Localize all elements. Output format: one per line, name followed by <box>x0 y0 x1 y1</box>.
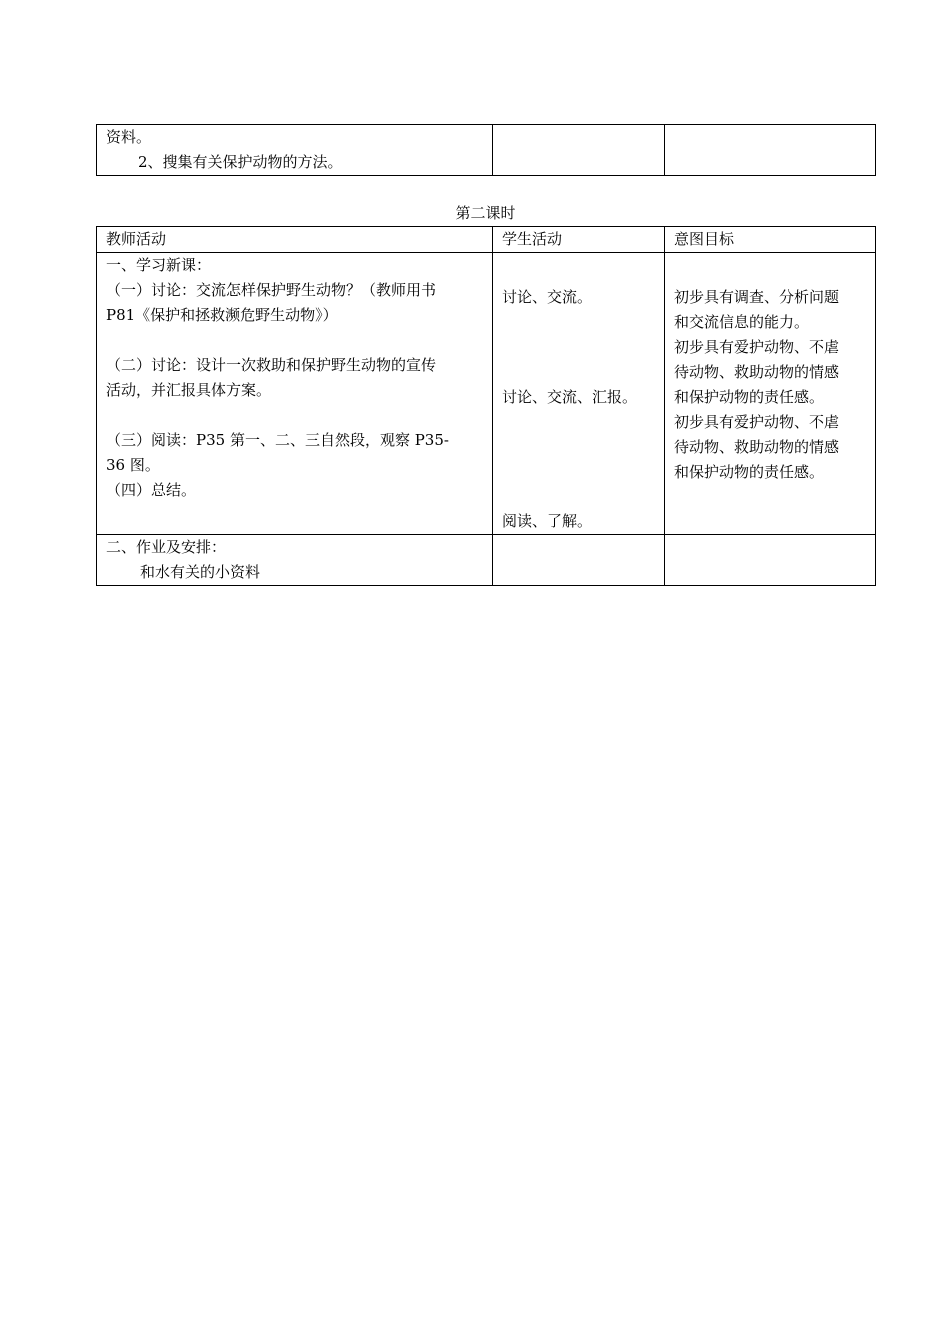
text-line: 初步具有爱护动物、不虐 <box>674 413 840 431</box>
student-activity-2: 讨论、交流、汇报。 <box>502 388 638 406</box>
text-line: 和水有关的小资料 <box>140 563 261 581</box>
student-activity-cell <box>493 125 665 176</box>
text-line: 资料。 <box>106 128 152 146</box>
goal-block <box>674 285 839 485</box>
text-line: 待动物、救助动物的情感 <box>674 438 840 456</box>
text-line: （四）总结。 <box>106 481 197 499</box>
text-line: 初步具有调查、分析问题 <box>674 288 840 306</box>
section-heading: 二、作业及安排： <box>106 538 227 556</box>
table-header-row <box>97 227 876 253</box>
text-line: （一）讨论：交流怎样保护野生动物？（教师用书 <box>106 281 437 299</box>
text-line: 和交流信息的能力。 <box>674 313 810 331</box>
goal-cell <box>665 125 876 176</box>
goal-cell <box>665 535 876 586</box>
student-activity-1: 讨论、交流。 <box>502 288 593 306</box>
teacher-activity-cell <box>97 253 493 535</box>
goal-cell <box>665 253 876 535</box>
text-line: 活动，并汇报具体方案。 <box>106 381 272 399</box>
table-row <box>97 253 876 535</box>
table-row <box>97 125 876 176</box>
section-title: 第二课时 <box>455 204 516 222</box>
teacher-activity-cell <box>97 125 493 176</box>
student-activity-3: 阅读、了解。 <box>502 512 593 530</box>
student-activity-cell <box>493 535 665 586</box>
text-line: 和保护动物的责任感。 <box>674 388 825 406</box>
text-line: P81《保护和拯救濒危野生动物》） <box>106 306 338 324</box>
table-row <box>97 535 876 586</box>
header-teacher-activity: 教师活动 <box>97 227 493 253</box>
previous-lesson-table <box>96 124 876 176</box>
text-line: 初步具有爱护动物、不虐 <box>674 338 840 356</box>
header-goal: 意图目标 <box>665 227 876 253</box>
spacer <box>106 328 483 353</box>
student-activity-cell <box>493 253 665 535</box>
header-student-activity: 学生活动 <box>493 227 665 253</box>
spacer <box>106 403 483 428</box>
text-line: 36 图。 <box>106 456 160 474</box>
text-line: 和保护动物的责任感。 <box>674 463 825 481</box>
text-line: 2、搜集有关保护动物的方法。 <box>138 153 343 171</box>
text-line: 待动物、救助动物的情感 <box>674 363 840 381</box>
section-heading: 一、学习新课： <box>106 256 212 274</box>
text-line: （三）阅读：P35 第一、二、三自然段，观察 P35- <box>106 431 449 449</box>
lesson-plan-table <box>96 226 876 586</box>
text-line: （二）讨论：设计一次救助和保护野生动物的宣传 <box>106 356 437 374</box>
homework-cell <box>97 535 493 586</box>
